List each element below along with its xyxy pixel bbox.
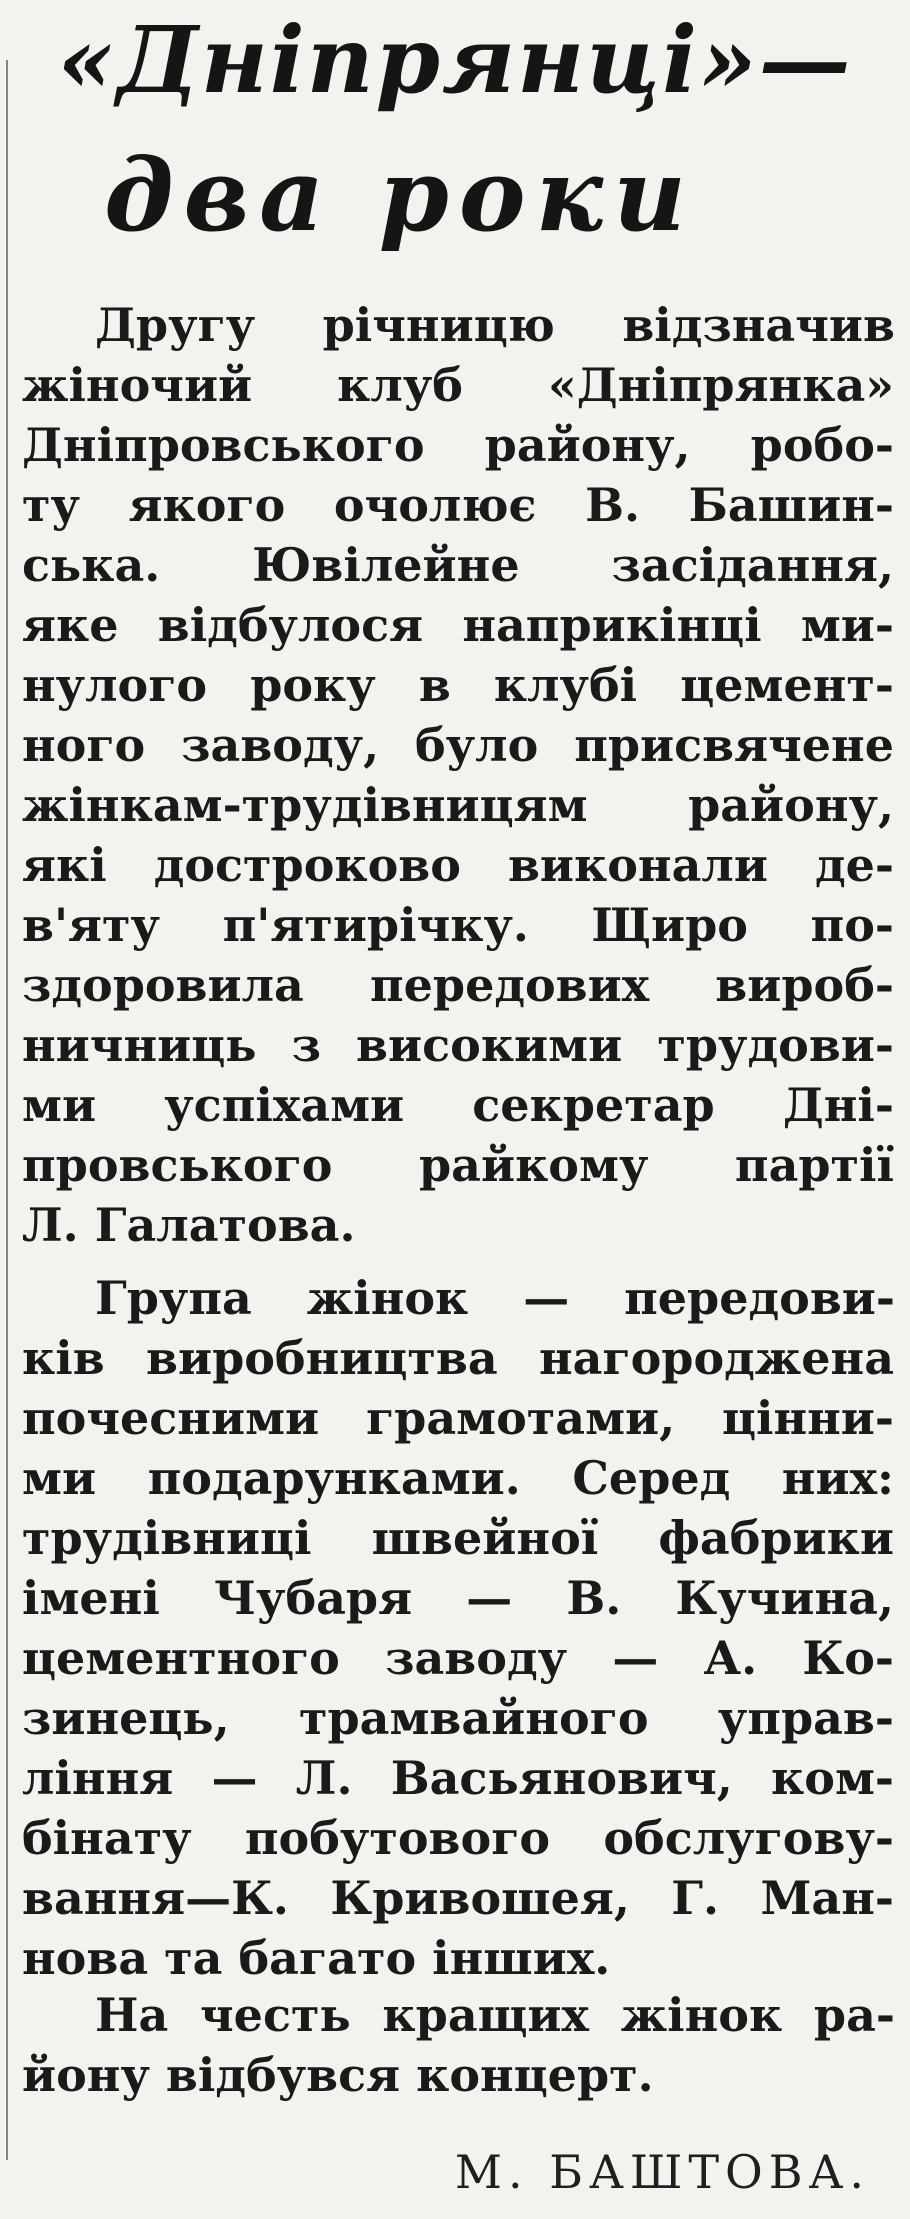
paragraph-1-line: нулого року в клубі цемент-	[22, 658, 894, 712]
paragraph-2-line: почесними грамотами, цінни-	[22, 1391, 894, 1445]
paragraph-1-line: Другу річницю відзначив	[95, 298, 895, 352]
paragraph-1-line: Дніпровського району, робо-	[22, 418, 894, 472]
paragraph-1-line: ного заводу, було присвячене	[22, 718, 894, 772]
paragraph-1-line: в'яту п'ятирічку. Щиро по-	[22, 898, 894, 952]
column-rule	[6, 60, 8, 2160]
paragraph-1-line: Л. Галатова.	[22, 1198, 356, 1252]
paragraph-1-line: ту якого очолює В. Башин-	[22, 478, 894, 532]
paragraph-2-line: Група жінок — передови-	[95, 1271, 895, 1325]
paragraph-2-line: нова та багато інших.	[22, 1931, 611, 1985]
paragraph-3-line: На честь кращих жінок ра-	[95, 1988, 895, 2042]
author-signature: М. БАШТОВА.	[454, 2145, 870, 2199]
paragraph-1-line: жінкам-трудівницям району,	[22, 778, 894, 832]
paragraph-2-line: ління — Л. Васьянович, ком-	[22, 1751, 894, 1805]
headline-line-1: «Дніпрянці»—	[57, 6, 853, 114]
paragraph-2-line: трудівниці швейної фабрики	[22, 1511, 894, 1565]
paragraph-1-line: ська. Ювілейне засідання,	[22, 538, 894, 592]
paragraph-2-line: вання—К. Кривошея, Г. Ман-	[22, 1871, 894, 1925]
paragraph-1-line: які достроково виконали де-	[22, 838, 894, 892]
paragraph-1-line: жіночий клуб «Дніпрянка»	[22, 358, 894, 412]
paragraph-2-line: імені Чубаря — В. Кучина,	[22, 1571, 894, 1625]
paragraph-1-line: ми успіхами секретар Дні-	[22, 1078, 894, 1132]
paragraph-2-line: бінату побутового обслугову-	[22, 1811, 894, 1865]
paragraph-1-line: провського райкому партії	[22, 1138, 894, 1192]
headline-line-2: два роки	[104, 136, 696, 254]
paragraph-2-line: зинець, трамвайного управ-	[22, 1691, 894, 1745]
paragraph-1-line: здоровила передових вироб-	[22, 958, 894, 1012]
paragraph-3-line: йону відбувся концерт.	[22, 2048, 654, 2102]
paragraph-1-line: яке відбулося наприкінці ми-	[22, 598, 894, 652]
paragraph-2-line: цементного заводу — А. Ко-	[22, 1631, 894, 1685]
paragraph-1-line: ничниць з високими трудови-	[22, 1018, 894, 1072]
paragraph-2-line: ків виробництва нагороджена	[22, 1331, 894, 1385]
paragraph-2-line: ми подарунками. Серед них:	[22, 1451, 894, 1505]
